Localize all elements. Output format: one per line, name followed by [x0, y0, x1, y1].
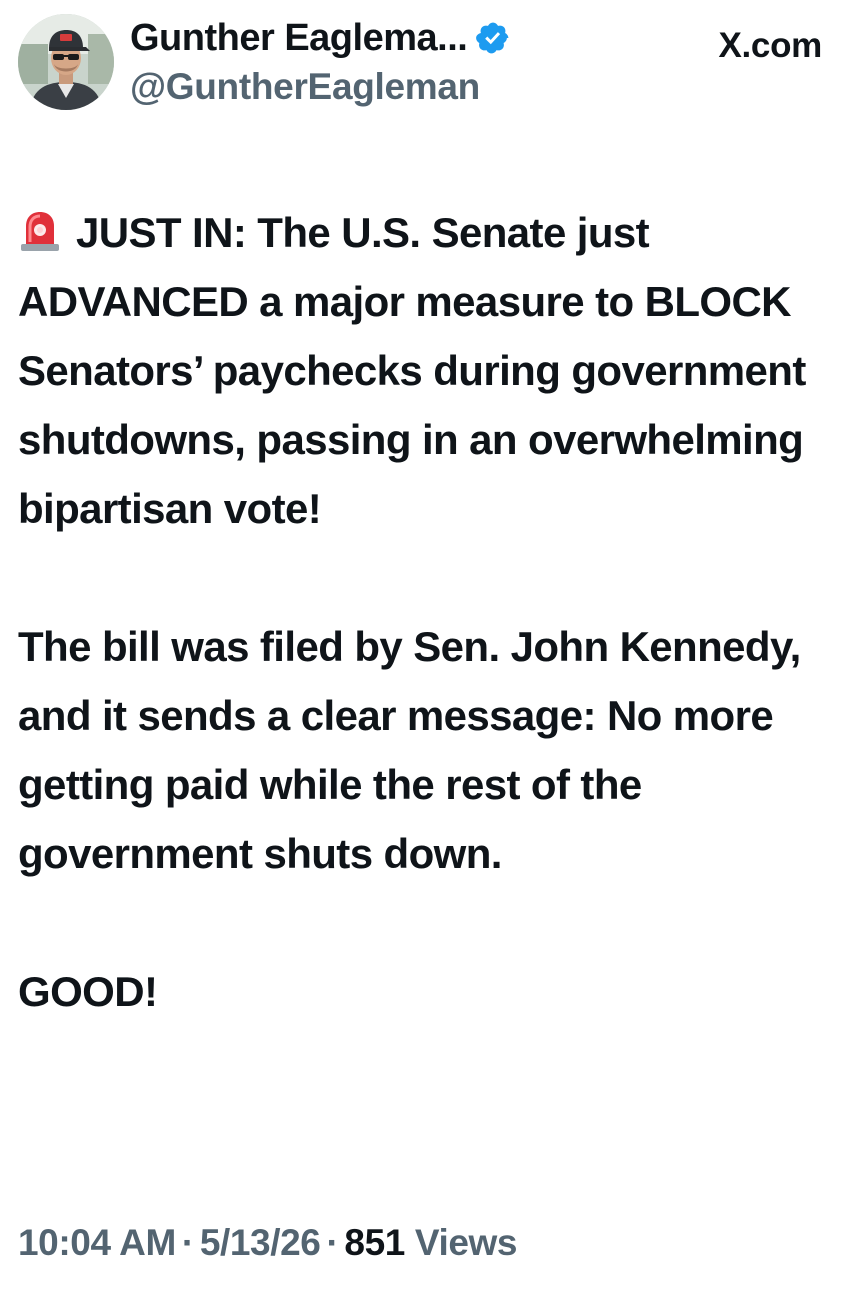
source-label: X.com	[718, 26, 822, 65]
meta-separator: ·	[326, 1222, 339, 1263]
meta-separator: ·	[181, 1222, 194, 1263]
views-label[interactable]: Views	[414, 1222, 518, 1263]
tweet-paragraph-1-text: JUST IN: The U.S. Senate just ADVANCED a major measure to BLOCK Senators’ paychecks during government shutdowns, passing in an overwhelming bipartisan vote!	[18, 209, 806, 532]
tweet-date[interactable]: 5/13/26	[199, 1222, 321, 1263]
author-handle[interactable]: @GuntherEagleman	[130, 66, 480, 107]
author-display-name[interactable]: Gunther Eaglema...	[130, 16, 468, 59]
name-row	[130, 14, 511, 62]
verified-badge-icon	[475, 20, 511, 56]
siren-icon	[18, 208, 62, 252]
tweet-meta	[18, 1222, 517, 1264]
tweet-header	[18, 12, 838, 112]
avatar[interactable]	[18, 14, 114, 110]
tweet-time[interactable]: 10:04 AM	[18, 1222, 176, 1263]
tweet-paragraph-3: GOOD!	[18, 968, 158, 1015]
tweet-text	[18, 198, 838, 1026]
views-count: 851	[344, 1222, 405, 1263]
author-block	[130, 14, 511, 108]
tweet-paragraph-2: The bill was filed by Sen. John Kennedy, and it sends a clear message: No more getting paid while the rest of the government shuts down.	[18, 623, 801, 877]
tweet-paragraph-1	[18, 198, 838, 543]
profile-photo-icon	[18, 14, 114, 110]
